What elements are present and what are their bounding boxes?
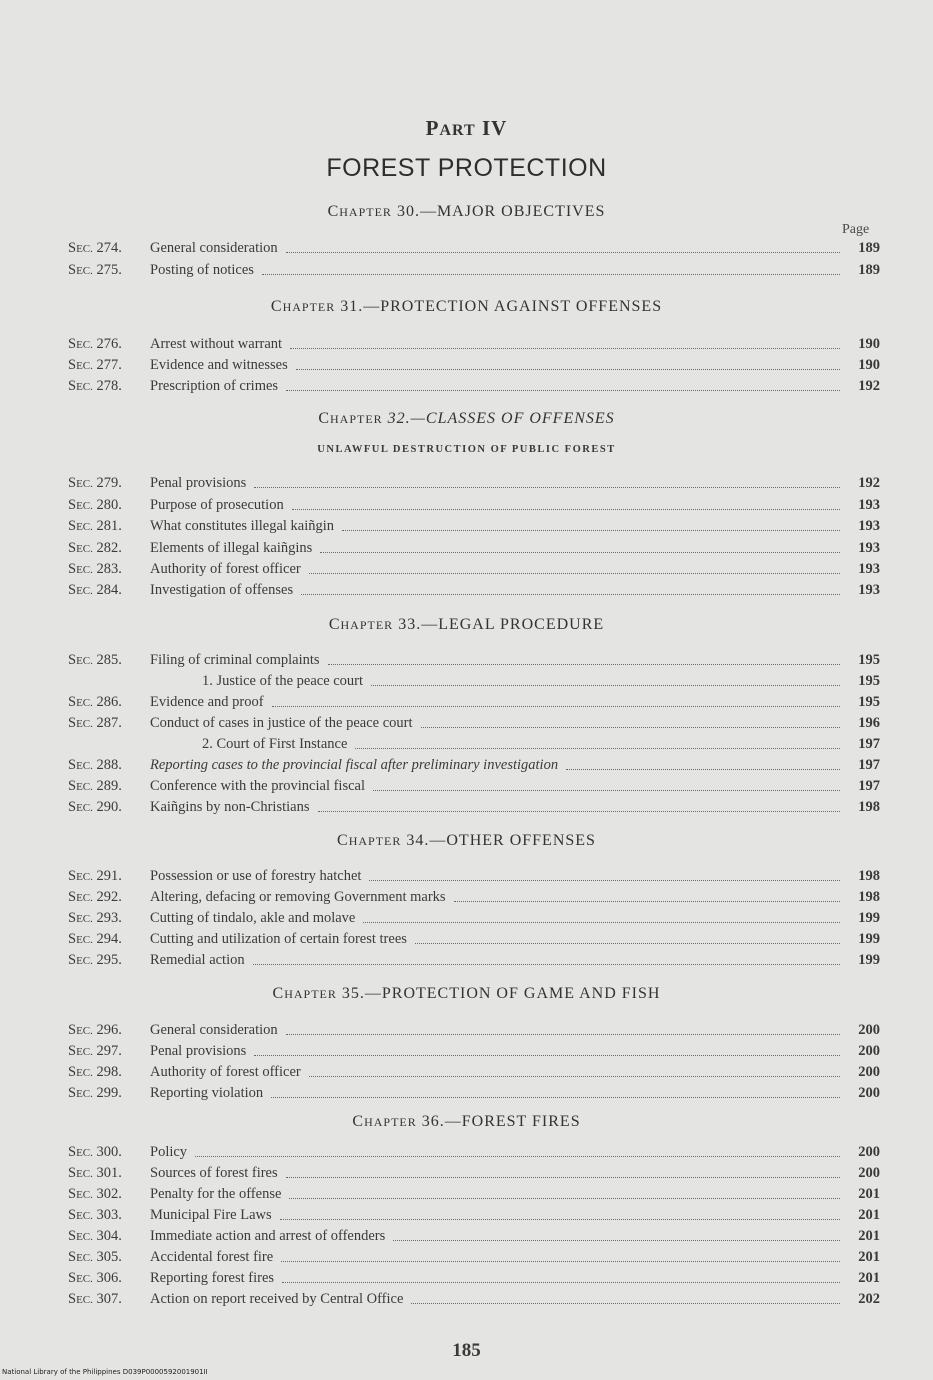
toc-entry: SEC. 281. What constitutes illegal kaiñgin 193 (68, 518, 880, 534)
toc-entry: SEC. 291. Possession or use of forestry hatchet 198 (68, 868, 880, 884)
toc-entry: SEC. 274. General consideration 189 (68, 240, 880, 256)
toc-entry: SEC. 298. Authority of forest officer 200 (68, 1064, 880, 1080)
page-number: 201 (858, 1270, 880, 1286)
page-number: 190 (858, 357, 880, 373)
page-column-label: Page (842, 222, 870, 237)
toc-entry: SEC. 295. Remedial action 199 (68, 952, 880, 968)
toc-entry: SEC. 293. Cutting of tindalo, akle and molave 199 (68, 910, 880, 926)
toc-entry: 2. Court of First Instance 197 (202, 736, 880, 752)
page-title: FOREST PROTECTION (326, 154, 607, 182)
page-number: 197 (858, 757, 880, 773)
toc-entry: SEC. 292. Altering, defacing or removing Government marks 198 (68, 889, 880, 905)
toc-entry: SEC. 300. Policy 200 (68, 1144, 880, 1160)
page-folio: 185 (452, 1340, 481, 1361)
page-number: 193 (858, 497, 880, 513)
part-heading (0, 116, 933, 141)
chapter-heading-34: CHAPTER 34.—OTHER OFFENSES (337, 832, 596, 849)
page-number: 201 (858, 1186, 880, 1202)
page-number: 200 (858, 1085, 880, 1101)
toc-entry: SEC. 286. Evidence and proof 195 (68, 694, 880, 710)
page-number: 190 (858, 336, 880, 352)
toc-entry: SEC. 285. Filing of criminal complaints 195 (68, 652, 880, 668)
toc-entry: SEC. 305. Accidental forest fire 201 (68, 1249, 880, 1265)
toc-entry: SEC. 277. Evidence and witnesses 190 (68, 357, 880, 373)
scan-credit: National Library of the Philippines D039P0000592001901II (2, 1368, 208, 1376)
chapter-heading-35: CHAPTER 35.—PROTECTION OF GAME AND FISH (272, 985, 661, 1002)
page-number: 195 (858, 694, 880, 710)
page-number: 198 (858, 799, 880, 815)
toc-entry: SEC. 275. Posting of notices 189 (68, 262, 880, 278)
toc-entry: SEC. 297. Penal provisions 200 (68, 1043, 880, 1059)
chapter-heading-30: CHAPTER 30.—MAJOR OBJECTIVES (327, 203, 606, 220)
toc-entry: SEC. 276. Arrest without warrant 190 (68, 336, 880, 352)
page-number: 193 (858, 582, 880, 598)
part-prefix: P (425, 116, 440, 140)
part-small-caps: ART (439, 122, 476, 139)
toc-entry: SEC. 282. Elements of illegal kaiñgins 193 (68, 540, 880, 556)
toc-entry: SEC. 278. Prescription of crimes 192 (68, 378, 880, 394)
chapter-heading-36: CHAPTER 36.—FOREST FIRES (352, 1113, 581, 1130)
toc-entry: SEC. 304. Immediate action and arrest of offenders 201 (68, 1228, 880, 1244)
page-number: 202 (858, 1291, 880, 1307)
toc-entry: SEC. 280. Purpose of prosecution 193 (68, 497, 880, 513)
toc-entry: SEC. 301. Sources of forest fires 200 (68, 1165, 880, 1181)
chapter-subheading: UNLAWFUL DESTRUCTION OF PUBLIC FOREST (317, 444, 616, 455)
chapter-heading-33: CHAPTER 33.—LEGAL PROCEDURE (328, 616, 605, 633)
page-number: 195 (858, 652, 880, 668)
chapter-heading-32: CHAPTER 32.—CLASSES OF OFFENSES (318, 410, 615, 427)
part-numeral: IV (481, 116, 508, 140)
toc-entry: SEC. 284. Investigation of offenses 193 (68, 582, 880, 598)
page-number: 195 (858, 673, 880, 689)
page-number: 200 (858, 1165, 880, 1181)
toc-entry: SEC. 287. Conduct of cases in justice of the peace court 196 (68, 715, 880, 731)
chapter-heading-31: CHAPTER 31.—PROTECTION AGAINST OFFENSES (270, 298, 663, 315)
toc-entry: SEC. 294. Cutting and utilization of certain forest trees 199 (68, 931, 880, 947)
page-number: 199 (858, 931, 880, 947)
page-number: 201 (858, 1228, 880, 1244)
page-number: 193 (858, 518, 880, 534)
toc-entry: SEC. 299. Reporting violation 200 (68, 1085, 880, 1101)
page-number: 189 (858, 240, 880, 256)
page-number: 200 (858, 1064, 880, 1080)
toc-entry: SEC. 290. Kaiñgins by non-Christians 198 (68, 799, 880, 815)
page-number: 199 (858, 952, 880, 968)
page-number: 201 (858, 1207, 880, 1223)
page-number: 192 (858, 475, 880, 491)
page-number: 199 (858, 910, 880, 926)
toc-entry: SEC. 302. Penalty for the offense 201 (68, 1186, 880, 1202)
page-number: 193 (858, 540, 880, 556)
page-number: 200 (858, 1144, 880, 1160)
toc-entry: SEC. 306. Reporting forest fires 201 (68, 1270, 880, 1286)
toc-entry: SEC. 303. Municipal Fire Laws 201 (68, 1207, 880, 1223)
page-number: 198 (858, 889, 880, 905)
page-number: 193 (858, 561, 880, 577)
toc-entry: SEC. 288. Reporting cases to the provincial fiscal after preliminary investigation 197 (68, 757, 880, 773)
toc-entry: SEC. 279. Penal provisions 192 (68, 475, 880, 491)
toc-entry: SEC. 307. Action on report received by Central Office 202 (68, 1291, 880, 1307)
page-number: 197 (858, 778, 880, 794)
page-number: 189 (858, 262, 880, 278)
toc-entry: SEC. 283. Authority of forest officer 193 (68, 561, 880, 577)
page-number: 196 (858, 715, 880, 731)
toc-entry: SEC. 289. Conference with the provincial fiscal 197 (68, 778, 880, 794)
page-number: 192 (858, 378, 880, 394)
toc-entry: SEC. 296. General consideration 200 (68, 1022, 880, 1038)
page-number: 198 (858, 868, 880, 884)
page-number: 197 (858, 736, 880, 752)
page-number: 200 (858, 1022, 880, 1038)
page-number: 200 (858, 1043, 880, 1059)
page-number: 201 (858, 1249, 880, 1265)
toc-entry: 1. Justice of the peace court 195 (202, 673, 880, 689)
